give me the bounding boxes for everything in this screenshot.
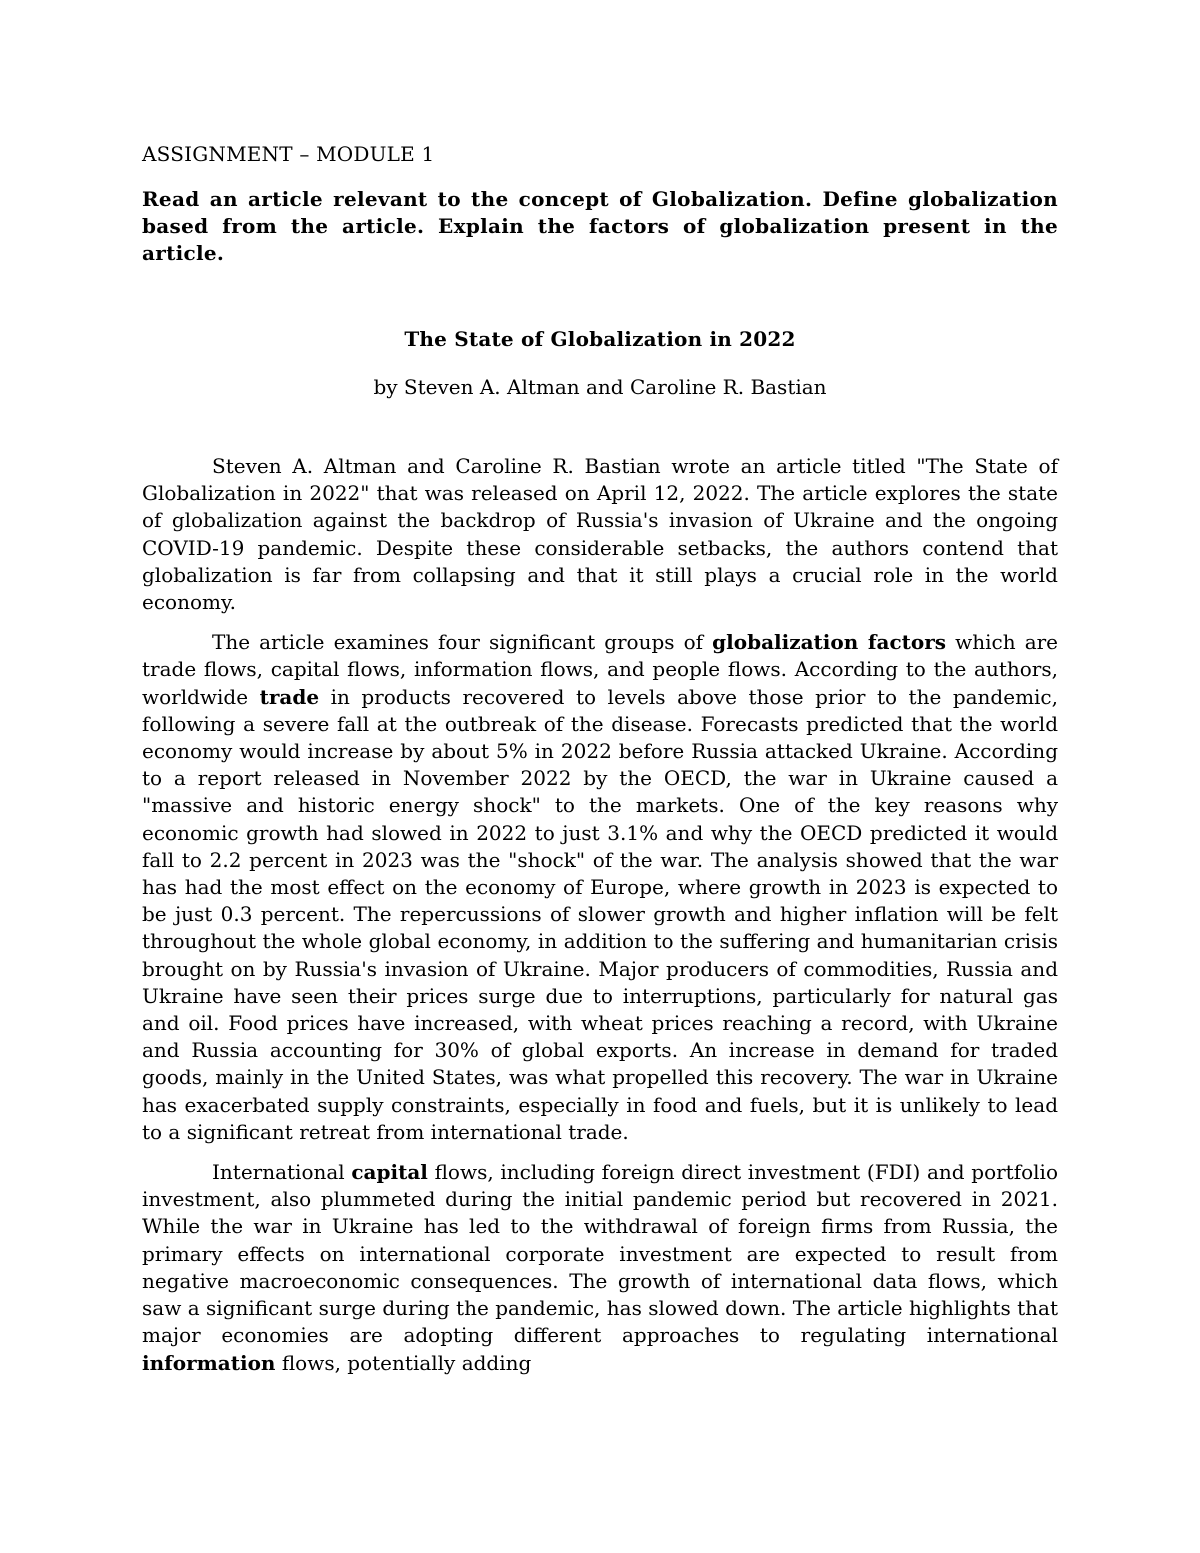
text-run: flows, including foreign direct investment (FDI) and portfolio investment, also plummeted during the initial pandemic period but recovered in 2021. While the war in Ukraine has led to the withdrawal of foreign firms from Russia, the primary effects on international corporate investment are expected to result from negative macroeconomic consequences. The growth of international data flows, which saw a significant surge during the pandemic, has slowed down. The article highlights that major economies are adopting different approaches to regulating international (142, 1160, 1058, 1348)
text-run: which are trade flows, capital flows, information flows, and people flows. According to the authors, worldwide (142, 630, 1059, 709)
bold-term-globalization-factors: globalization factors (712, 630, 947, 655)
document-page (142, 140, 1058, 1390)
bold-term-capital: capital (351, 1160, 428, 1185)
text-run: The article examines four significant groups of (212, 630, 713, 655)
article-body (142, 453, 1058, 1377)
article-title: The State of Globalization in 2022 (404, 327, 796, 351)
bold-term-trade: trade (259, 684, 320, 709)
article-byline: by Steven A. Altman and Caroline R. Bastian (373, 375, 827, 399)
text-run: International (212, 1160, 352, 1185)
text-run: flows, potentially adding (275, 1350, 532, 1375)
paragraph-capital (142, 1159, 1058, 1377)
assignment-instructions: Read an article relevant to the concept of Globalization. Define globalization based from the article. Explain the factors of globalization present in the article. (142, 187, 1058, 265)
paragraph-trade (142, 629, 1058, 1146)
paragraph-summary: Steven A. Altman and Caroline R. Bastian wrote an article titled "The State of Globalization in 2022" that was released on April 12, 2022. The article explores the state of globalization against the backdrop of Russia's invasion of Ukraine and the ongoing COVID-19 pandemic. Despite these considerable setbacks, the authors contend that globalization is far from collapsing and that it still plays a crucial role in the world economy. (142, 454, 1058, 615)
bold-term-information: information (142, 1350, 276, 1375)
assignment-heading: ASSIGNMENT – MODULE 1 (142, 142, 435, 166)
text-run: in products recovered to levels above those prior to the pandemic, following a severe fall at the outbreak of the disease. Forecasts predicted that the world economy would increase by about 5% in 2022 before Russia attacked Ukraine. According to a report released in November 2022 by the OECD, the war in Ukraine caused a "massive and historic energy shock" to the markets. One of the key reasons why economic growth had slowed in 2022 to just 3.1% and why the OECD predicted it would fall to 2.2 percent in 2023 was the "shock" of the war. The analysis showed that the war has had the most effect on the economy of Europe, where growth in 2023 is expected to be just 0.3 percent. The repercussions of slower growth and higher inflation will be felt throughout the whole global economy, in addition to the suffering and humanitarian crisis brought on by Russia's invasion of Ukraine. Major producers of commodities, Russia and Ukraine have seen their prices surge due to interruptions, particularly for natural gas and oil. Food prices have increased, with wheat prices reaching a record, with Ukraine and Russia accounting for 30% of global exports. An increase in demand for traded goods, mainly in the United States, was what propelled this recovery. The war in Ukraine has exacerbated supply constraints, especially in food and fuels, but it is unlikely to lead to a significant retreat from international trade. (142, 684, 1058, 1144)
